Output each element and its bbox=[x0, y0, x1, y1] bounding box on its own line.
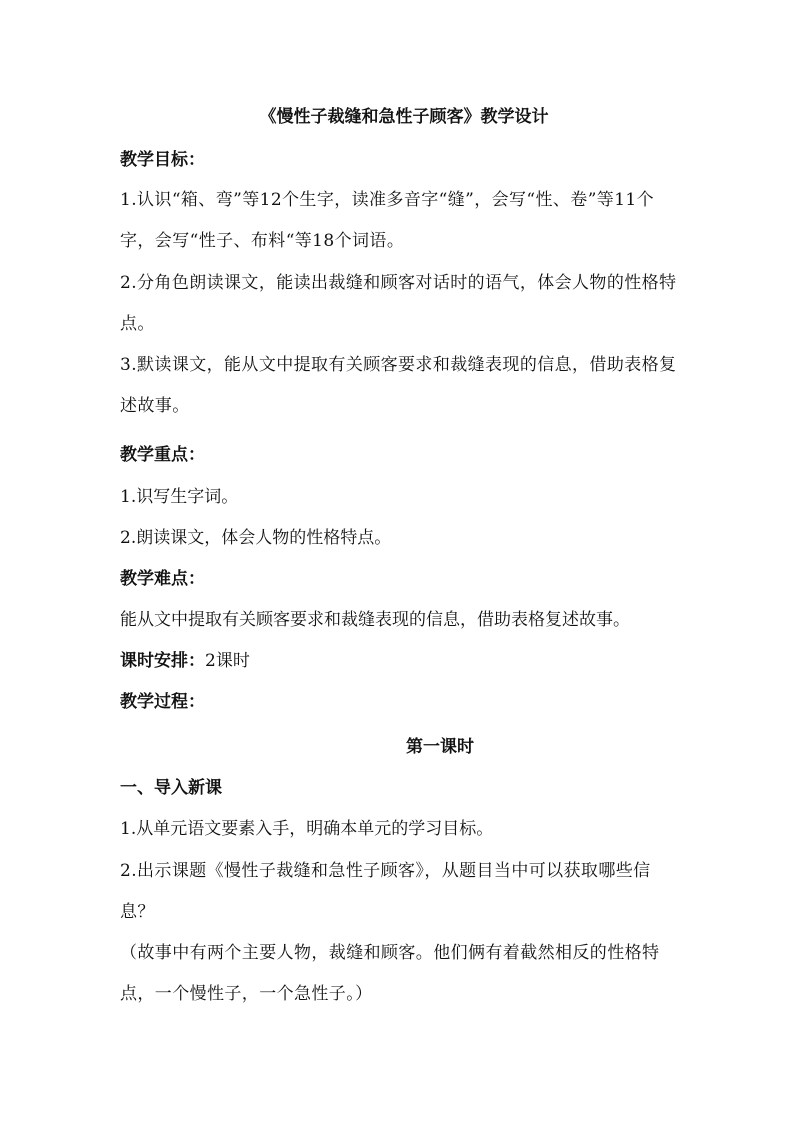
objectives-heading: 教学目标： bbox=[120, 150, 205, 170]
step-item-2: 2.出示课题《慢性子裁缝和急性子顾客》，从题目当中可以获取哪些信息？ bbox=[120, 861, 651, 922]
answer-text: （故事中有两个主要人物，裁缝和顾客。他们俩有着截然相反的性格特点，一个慢性子，一个急性子。） bbox=[120, 943, 660, 1004]
objective-item-1: 1.认识“箱、弯”等12个生字，读准多音字“缝”，会写“性、卷”等11个字，会写“性子、布料“等18个词语。 bbox=[120, 190, 655, 251]
key-point-item-2: 2.朗读课文，体会人物的性格特点。 bbox=[120, 528, 392, 548]
difficulty-text: 能从文中提取有关顾客要求和裁缝表现的信息，借助表格复述故事。 bbox=[120, 610, 630, 630]
section-1-heading: 一、导入新课 bbox=[120, 778, 222, 798]
key-point-item-1: 1.识写生字词。 bbox=[120, 487, 239, 507]
process-heading: 教学过程： bbox=[120, 692, 205, 712]
schedule-value: 2课时 bbox=[205, 651, 250, 671]
document-title: 《慢性子裁缝和急性子顾客》教学设计 bbox=[259, 107, 549, 127]
objective-item-2: 2.分角色朗读课文，能读出裁缝和顾客对话时的语气，体会人物的性格特点。 bbox=[120, 273, 677, 334]
difficulty-heading: 教学难点： bbox=[120, 569, 205, 589]
schedule-label: 课时安排： bbox=[120, 651, 205, 671]
lesson-heading: 第一课时 bbox=[406, 737, 474, 757]
objective-item-3: 3.默读课文，能从文中提取有关顾客要求和裁缝表现的信息，借助表格复述故事。 bbox=[120, 355, 677, 416]
step-item-1: 1.从单元语文要素入手，明确本单元的学习目标。 bbox=[120, 819, 494, 839]
schedule-line bbox=[120, 649, 682, 673]
key-points-heading: 教学重点： bbox=[120, 445, 205, 465]
